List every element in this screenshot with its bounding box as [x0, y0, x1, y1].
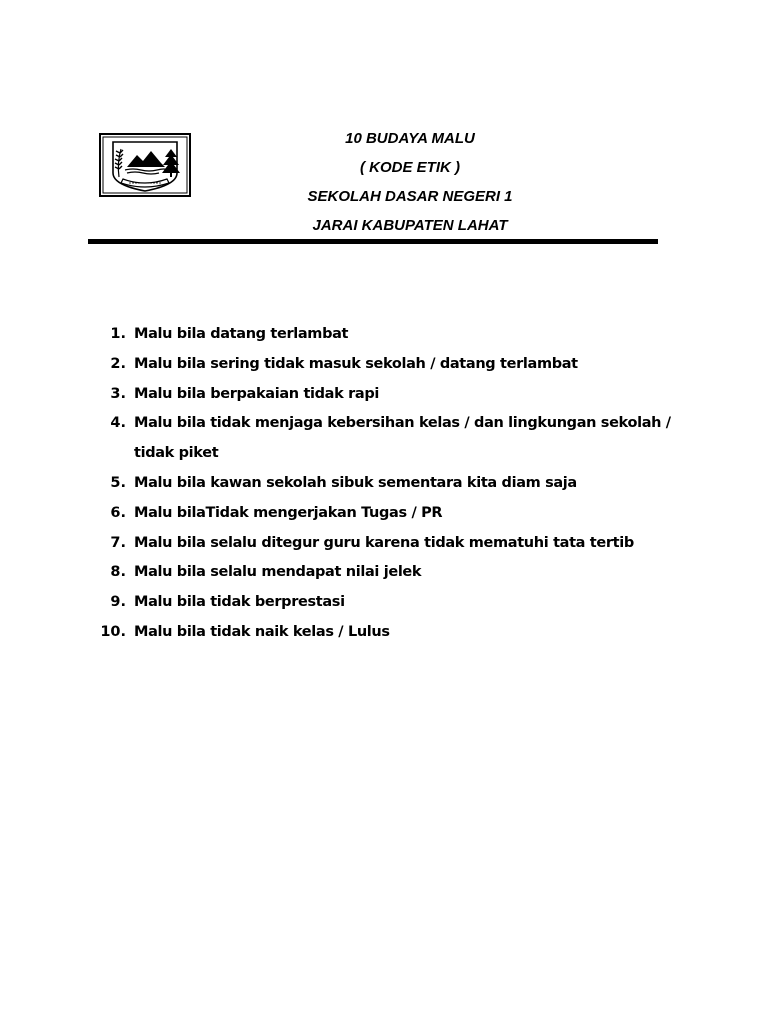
list-item	[0, 588, 768, 618]
list-item	[0, 469, 768, 499]
list-item-text: Malu bila datang terlambat	[134, 326, 349, 342]
list-item	[0, 409, 768, 439]
list-item-continuation	[0, 439, 768, 469]
list-item-number: 8.	[110, 564, 126, 581]
list-item-text: Malu bila kawan sekolah sibuk sementara kita diam saja	[134, 474, 577, 491]
list-item-text: Malu bilaTidak mengerjakan Tugas / PR	[134, 504, 443, 521]
list-item-number: 3.	[110, 385, 126, 402]
list-item	[0, 529, 768, 559]
list-item-text: Malu bila tidak berprestasi	[134, 594, 345, 611]
list-item-number: 6.	[110, 504, 126, 521]
document-header	[230, 124, 590, 240]
list-item-text: Malu bila berpakaian tidak rapi	[134, 385, 379, 402]
header-location: JARAI KABUPATEN LAHAT	[312, 217, 508, 234]
list-item	[0, 380, 768, 410]
list-item-number: 10.	[100, 623, 126, 640]
list-item	[0, 320, 768, 350]
list-item-number: 9.	[110, 594, 126, 611]
header-subtitle: ( KODE ETIK )	[360, 159, 460, 176]
list-item-text-continued: tidak piket	[134, 445, 219, 462]
list-item	[0, 618, 768, 648]
list-item	[0, 558, 768, 588]
list-item-number: 5.	[110, 474, 126, 491]
header-school-name: SEKOLAH DASAR NEGERI 1	[307, 188, 513, 205]
code-of-ethics-list	[0, 320, 768, 648]
list-item-text: Malu bila tidak menjaga kebersihan kelas / dan lingkungan sekolah /	[134, 415, 671, 432]
list-item	[0, 350, 768, 380]
list-item-number: 1.	[110, 326, 126, 342]
list-item-number: 2.	[110, 355, 126, 372]
regency-emblem-icon	[99, 133, 191, 197]
list-item	[0, 499, 768, 529]
header-title: 10 BUDAYA MALU	[345, 130, 475, 147]
list-item-text: Malu bila sering tidak masuk sekolah / datang terlambat	[134, 355, 578, 372]
list-item-text: Malu bila selalu ditegur guru karena tidak mematuhi tata tertib	[134, 534, 634, 551]
list-item-number: 7.	[110, 534, 126, 551]
list-item-text: Malu bila selalu mendapat nilai jelek	[134, 564, 422, 581]
list-item-number: 4.	[110, 415, 126, 432]
list-item-text: Malu bila tidak naik kelas / Lulus	[134, 623, 390, 640]
header-divider	[88, 239, 658, 244]
